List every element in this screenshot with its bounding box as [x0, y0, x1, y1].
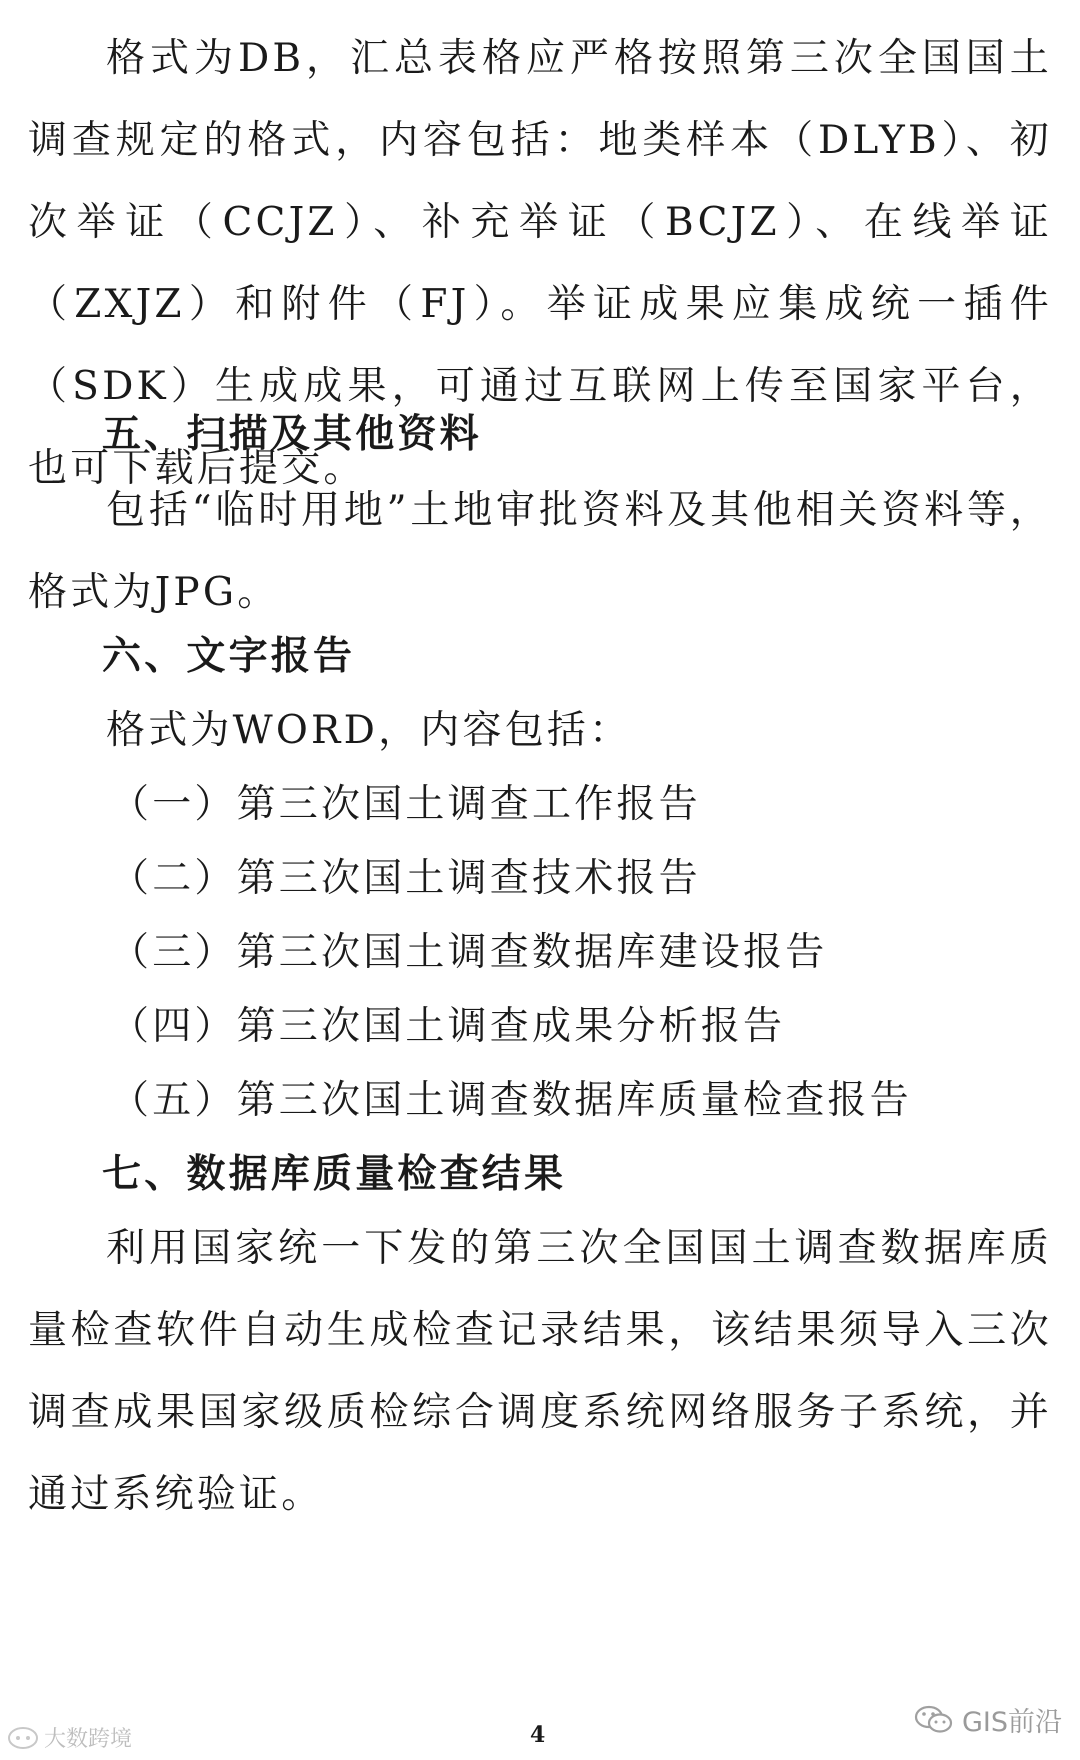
page-number: 4: [530, 1722, 546, 1748]
report-item-2: （二）第三次国土调查技术报告: [110, 856, 701, 901]
watermark-right: [914, 1700, 1062, 1739]
watermark-left: [6, 1722, 132, 1753]
report-item-1: （一）第三次国土调查工作报告: [110, 782, 701, 827]
paragraph-format-db: 格式为DB，汇总表格应严格按照第三次全国国土调查规定的格式，内容包括：地类样本（DLYB）、初次举证（CCJZ）、补充举证（BCJZ）、在线举证（ZXJZ）和附件（FJ）。举证成果应集成统一插件（SDK）生成成果，可通过互联网上传至国家平台，也可下载后提交。: [28, 36, 1052, 491]
report-item-4: （四）第三次国土调查成果分析报告: [110, 1004, 786, 1049]
heading-section-7: 七、数据库质量检查结果: [102, 1152, 567, 1197]
watermark-right-text: GIS前沿: [961, 1707, 1062, 1738]
paragraph-quality-check: 利用国家统一下发的第三次全国国土调查数据库质量检查软件自动生成检查记录结果，该结果须导入三次调查成果国家级质检综合调度系统网络服务子系统，并通过系统验证。: [28, 1226, 1052, 1517]
heading-section-5: 五、扫描及其他资料: [102, 412, 482, 457]
paragraph-word-format: 格式为WORD，内容包括：: [106, 708, 632, 753]
report-item-5: （五）第三次国土调查数据库质量检查报告: [110, 1078, 912, 1123]
heading-section-6: 六、文字报告: [102, 634, 356, 679]
paragraph-scan-materials: 包括“临时用地”土地审批资料及其他相关资料等，格式为JPG。: [28, 488, 1052, 615]
watermark-left-text: 大数跨境: [44, 1727, 133, 1752]
brand-logo-icon: [6, 1724, 40, 1752]
report-item-3: （三）第三次国土调查数据库建设报告: [110, 930, 828, 975]
wechat-icon: [914, 1703, 954, 1737]
